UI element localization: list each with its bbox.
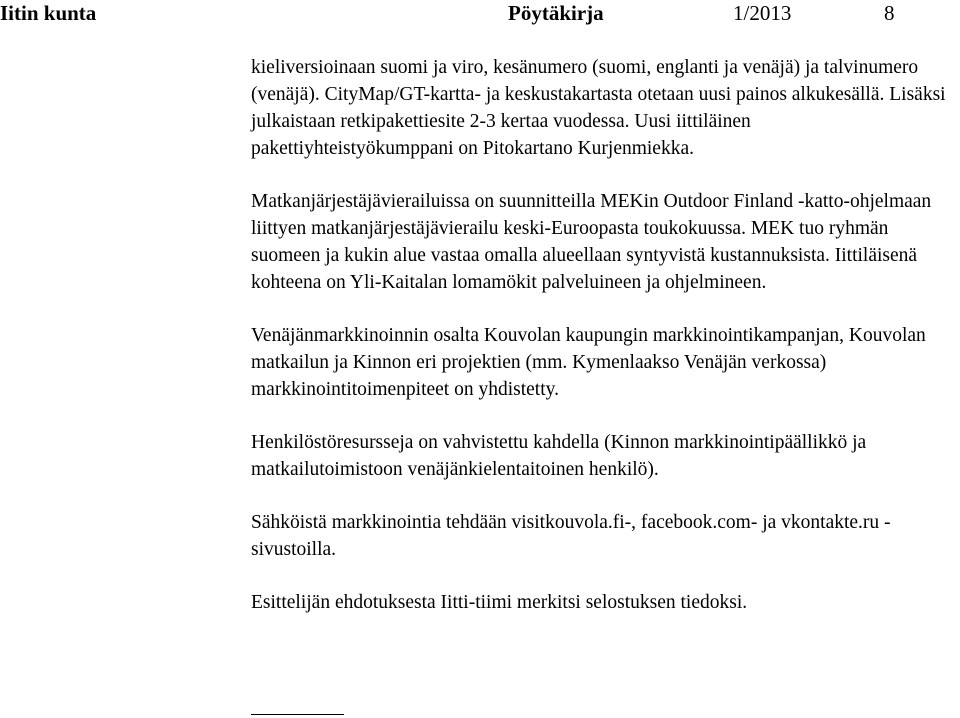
organization-name: Iitin kunta — [0, 1, 97, 25]
paragraph-russia-marketing: Venäjänmarkkinoinnin osalta Kouvolan kaupungin markkinointikampanjan, Kouvolan matkailun ja Kinnon eri projektien (mm. Kymenlaakso Venäjän verkossa) markkinointitoimenpiteet on yhdistetty. — [251, 325, 926, 400]
meeting-number: 1/2013 — [733, 1, 792, 25]
page-header — [0, 0, 960, 30]
page-number: 8 — [884, 1, 895, 25]
signature-line — [251, 714, 344, 715]
paragraph-publications: kieliversioinaan suomi ja viro, kesänumero (suomi, englanti ja venäjä) ja talvinumero (venäjä). CityMap/GT-kartta- ja keskustakartasta otetaan uusi painos alkukesällä. Lisäksi julkaistaan retkipakettiesite 2-3 kertaa vuodessa. Uusi iittiläinen pakettiyhteistyökumppani on Pitokartano Kurjenmiekka. — [251, 57, 946, 159]
document-body — [251, 54, 951, 616]
paragraph-digital-marketing: Sähköistä markkinointia tehdään visitkouvola.fi-, facebook.com- ja vkontakte.ru -sivustoilla. — [251, 512, 891, 560]
document-type: Pöytäkirja — [508, 1, 604, 25]
paragraph-staff-resources: Henkilöstöresursseja on vahvistettu kahdella (Kinnon markkinointipäällikkö ja matkailutoimistoon venäjänkielentaitoinen henkilö). — [251, 432, 867, 480]
paragraph-tour-operators: Matkanjärjestäjävierailuissa on suunnitteilla MEKin Outdoor Finland -katto-ohjelmaan liittyen matkanjärjestäjävierailu keski-Euroopasta toukokuussa. MEK tuo ryhmän suomeen ja kukin alue vastaa omalla alueellaan syntyvistä kustannuksista. Iittiläisenä kohteena on Yli-Kaitalan lomamökit palveluineen ja ohjelmineen. — [251, 191, 932, 293]
paragraph-decision: Esittelijän ehdotuksesta Iitti-tiimi merkitsi selostuksen tiedoksi. — [251, 592, 748, 613]
